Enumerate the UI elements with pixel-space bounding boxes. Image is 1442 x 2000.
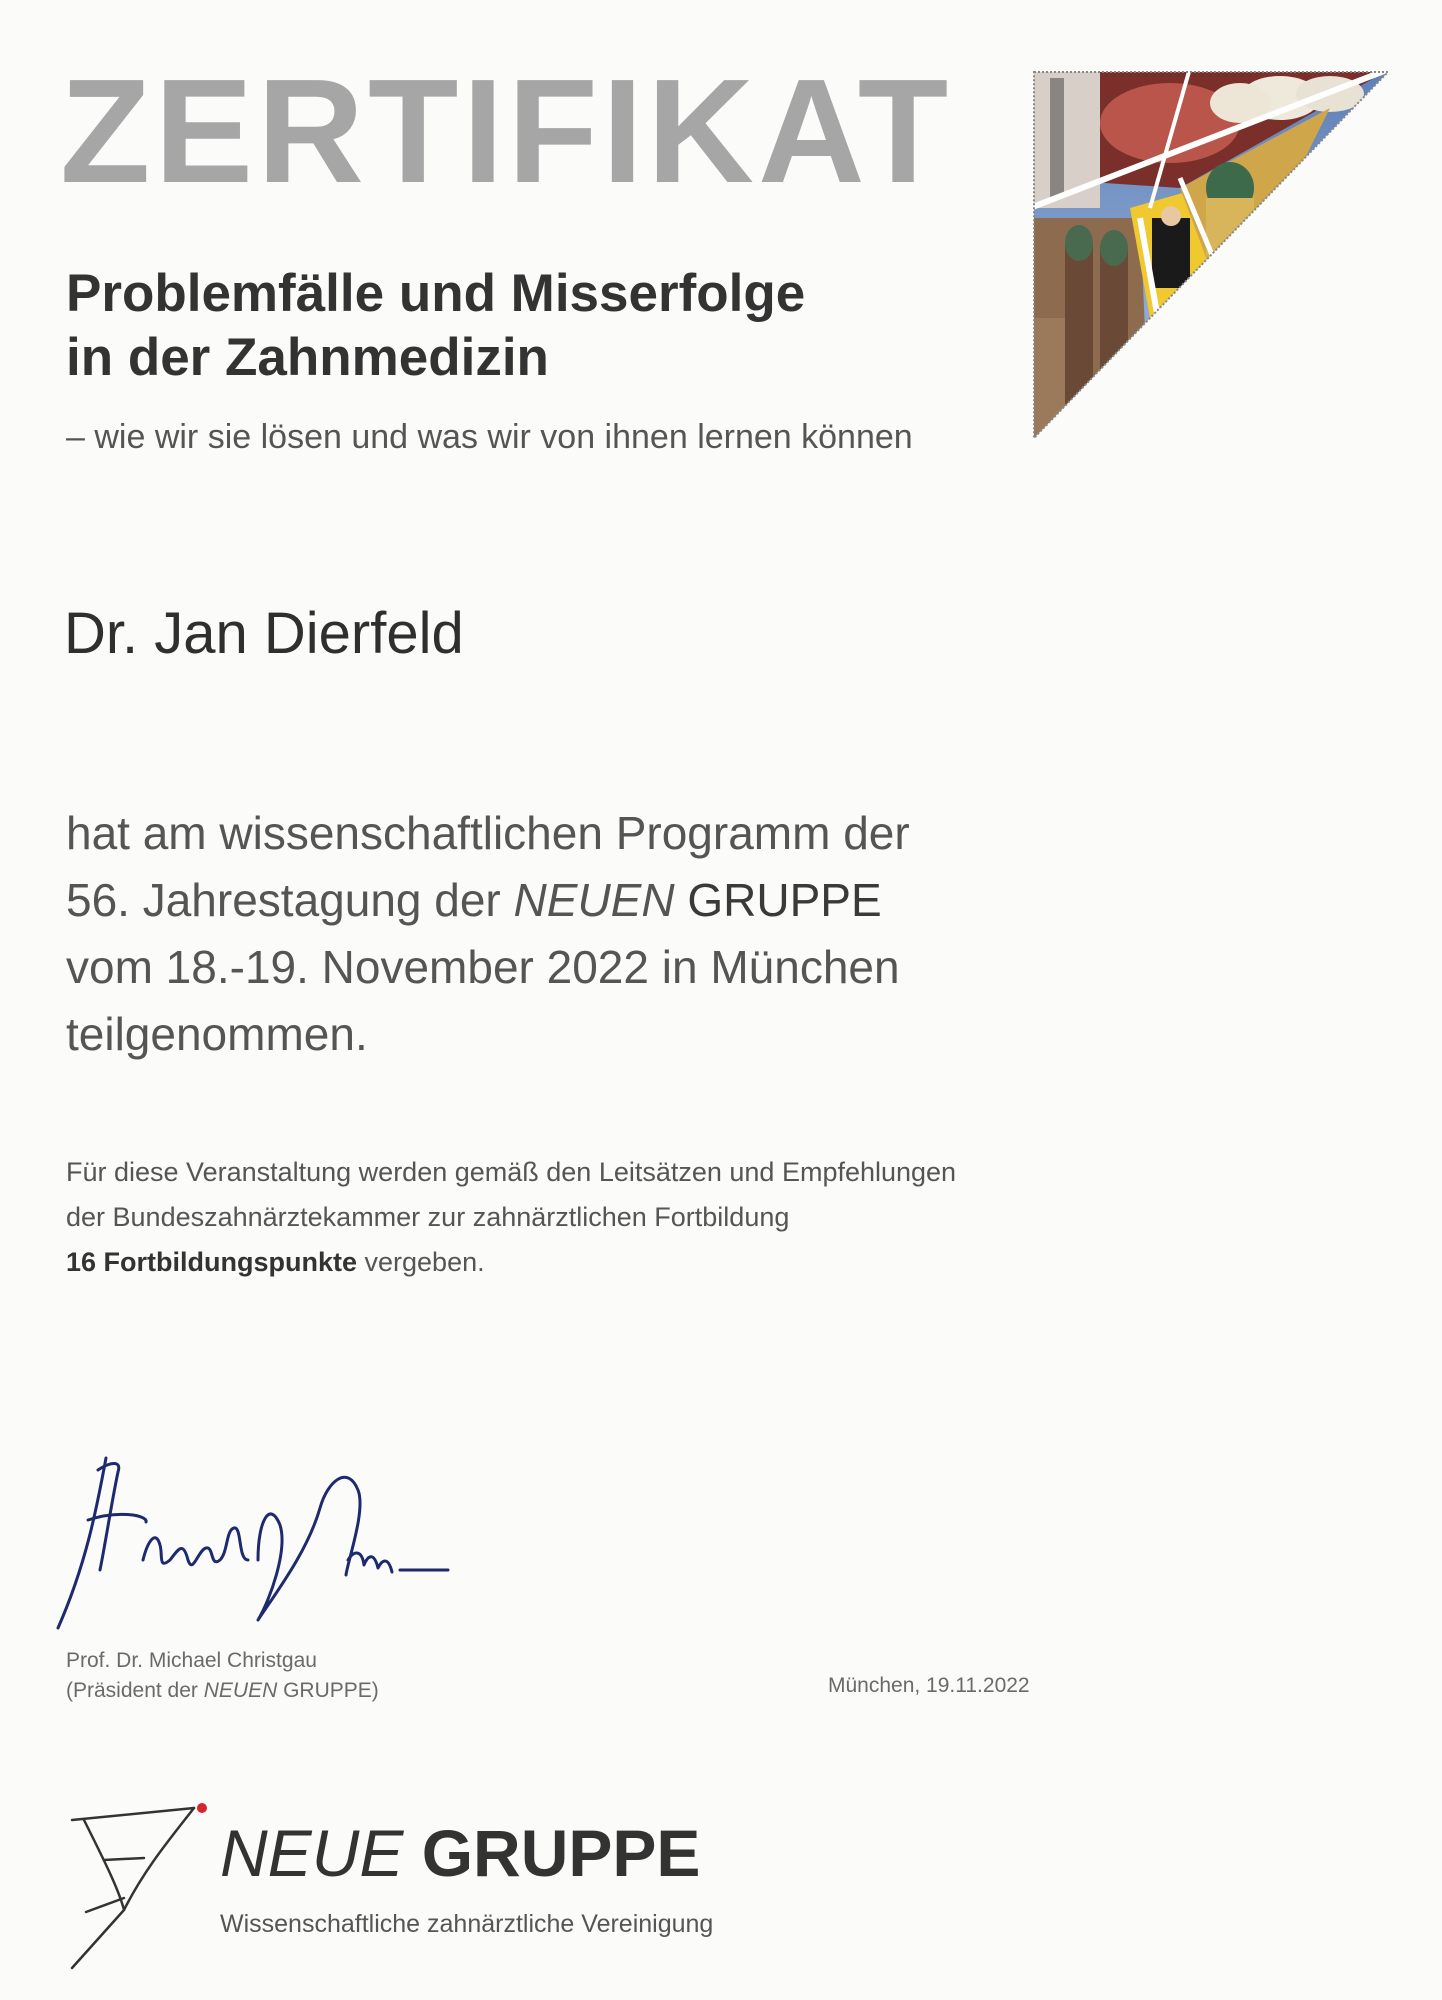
photo-collage (1030, 68, 1392, 442)
brand-name: NEUE GRUPPE (220, 1816, 701, 1890)
certificate-body (66, 800, 910, 1068)
body-line-4: teilgenommen. (66, 1008, 368, 1060)
signature (48, 1410, 468, 1640)
course-tagline: – wie wir sie lösen und was wir von ihnen lernen können (66, 418, 913, 456)
credits-line-3: 16 Fortbildungspunkte vergeben. (66, 1247, 485, 1277)
recipient-name: Dr. Jan Dierfeld (64, 601, 464, 666)
credits-line-2: der Bundeszahnärztekammer zur zahnärztlichen Fortbildung (66, 1202, 790, 1232)
body-line-3: vom 18.-19. November 2022 in München (66, 941, 900, 993)
body-line-1: hat am wissenschaftlichen Programm der (66, 807, 910, 859)
course-title-line2: in der Zahnmedizin (66, 328, 549, 387)
signer-name: Prof. Dr. Michael Christgau (66, 1649, 317, 1672)
course-title (66, 262, 805, 390)
body-line-2: 56. Jahrestagung der NEUEN GRUPPE (66, 874, 882, 926)
signer-role: (Präsident der NEUEN GRUPPE) (66, 1679, 379, 1702)
signer-block (66, 1646, 379, 1706)
body-line-2-strong: GRUPPE (674, 874, 882, 926)
neue-gruppe-logo-icon (64, 1800, 214, 1970)
place-date: München, 19.11.2022 (828, 1674, 1030, 1697)
course-title-line1: Problemfälle und Misserfolge (66, 264, 806, 323)
certificate-title: ZERTIFIKAT (60, 49, 953, 214)
brand-subtitle: Wissenschaftliche zahnärztliche Vereinigung (220, 1910, 714, 1938)
credits-line-1: Für diese Veranstaltung werden gemäß den Leitsätzen und Empfehlungen (66, 1157, 957, 1187)
credit-points: 16 Fortbildungspunkte (66, 1247, 358, 1277)
body-line-2-italic: NEUEN (513, 874, 675, 926)
credit-points-note (66, 1150, 956, 1285)
